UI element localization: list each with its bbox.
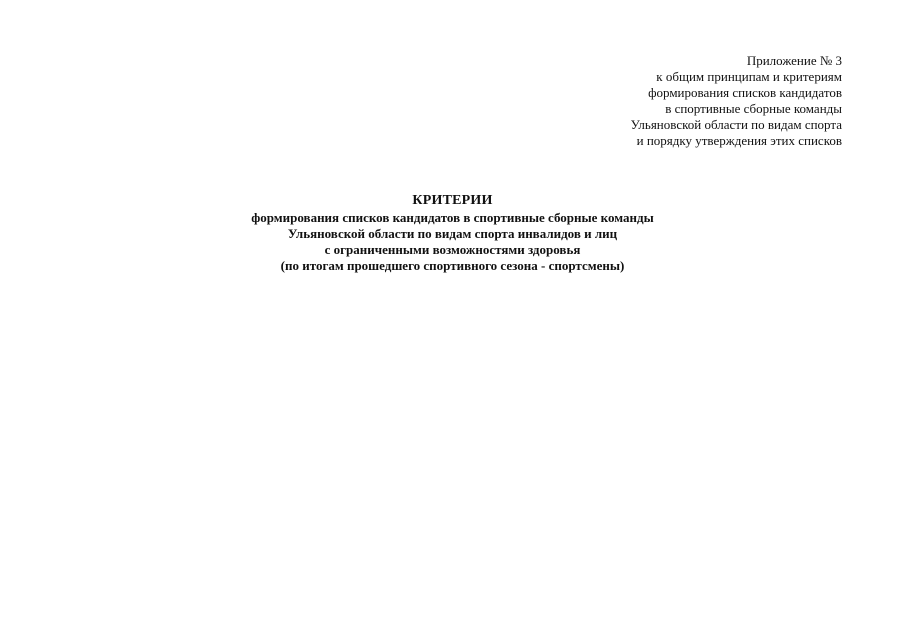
document-subtitle-line: Ульяновской области по видам спорта инвалидов и лиц (287, 226, 618, 241)
appendix-line: к общим принципам и критериям (656, 69, 842, 84)
appendix-line: в спортивные сборные команды (665, 101, 842, 116)
document-heading (0, 192, 905, 274)
appendix-reference (462, 53, 842, 149)
appendix-line: Приложение № 3 (746, 53, 842, 68)
appendix-line: формирования списков кандидатов (648, 85, 842, 100)
document-subtitle-line: формирования списков кандидатов в спортивные сборные команды (251, 210, 654, 225)
document-subtitle-line: с ограниченными возможностями здоровья (324, 242, 581, 257)
appendix-line: Ульяновской области по видам спорта (630, 117, 842, 132)
document-subtitle-line: (по итогам прошедшего спортивного сезона - спортсмены) (280, 258, 625, 273)
appendix-line: и порядку утверждения этих списков (636, 133, 842, 148)
document-title: КРИТЕРИИ (412, 193, 493, 208)
